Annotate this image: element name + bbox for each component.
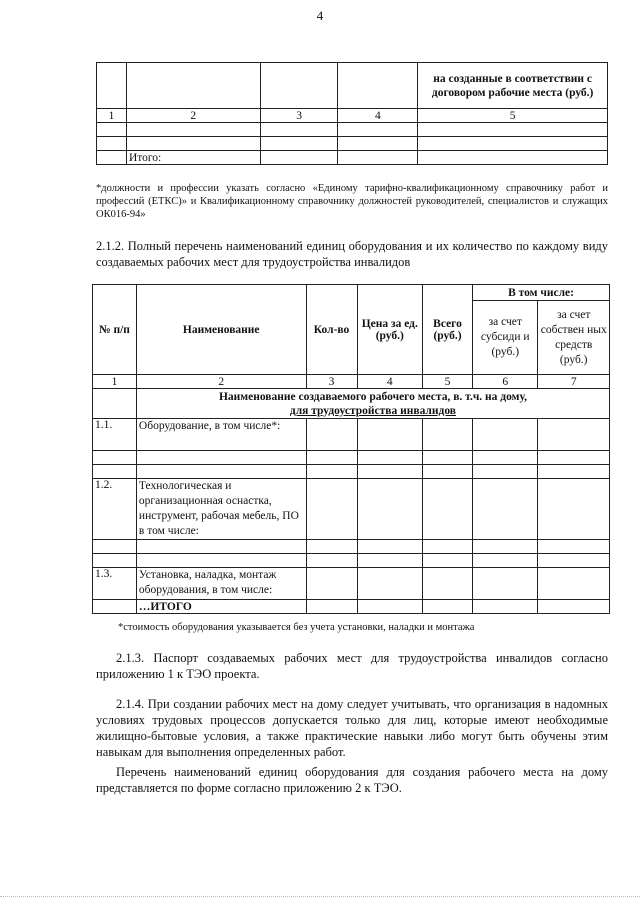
footnote-equipment-cost: *стоимость оборудования указывается без учета установки, наладки и монтажа bbox=[118, 622, 475, 633]
t1-header-col5: на созданные в соответствии с договором рабочие места (руб.) bbox=[418, 63, 608, 109]
t2-section-title-line1: Наименование создаваемого рабочего места, в. т.ч. на дому, bbox=[218, 390, 527, 403]
t2-section-title-line2: для трудоустройства инвалидов bbox=[289, 404, 456, 417]
t1-header-cell bbox=[338, 63, 418, 109]
t1-colnum: 5 bbox=[418, 109, 608, 123]
equipment-table bbox=[92, 284, 610, 614]
t2-itogo: …ИТОГО bbox=[136, 600, 306, 614]
t2-row-name: Установка, наладка, монтаж оборудования, в том числе: bbox=[136, 568, 306, 600]
t2-h-price: Цена за ед. (руб.) bbox=[357, 285, 422, 375]
t2-colnum: 6 bbox=[473, 375, 538, 389]
t2-h-total: Всего (руб.) bbox=[422, 285, 472, 375]
t2-colnum: 3 bbox=[306, 375, 357, 389]
footnote-professions: *должности и профессии указать согласно «Единому тарифно-квалификационному справочнику работ и профессий (ЕТКС)» и Квалификационному справочнику должностей руководителей, специалистов и служащих ОК016-94» bbox=[96, 183, 608, 220]
t2-colnum: 4 bbox=[357, 375, 422, 389]
t2-row-num: 1.3. bbox=[93, 568, 137, 600]
t2-row-name: Технологическая и организационная оснастка, инструмент, рабочая мебель, ПО в том числе: bbox=[136, 479, 306, 540]
t1-itogo: Итого: bbox=[126, 151, 260, 165]
page-number: 4 bbox=[316, 8, 324, 23]
t2-colnum: 7 bbox=[538, 375, 610, 389]
t2-row-num: 1.1. bbox=[93, 419, 137, 451]
t2-h-own: за счет собствен ных средств (руб.) bbox=[538, 301, 610, 375]
t2-h-subsidy: за счет субсиди и (руб.) bbox=[473, 301, 538, 375]
t1-header-cell bbox=[126, 63, 260, 109]
t1-header-cell bbox=[260, 63, 338, 109]
page-footer-divider bbox=[0, 896, 640, 897]
t2-h-qty: Кол-во bbox=[306, 285, 357, 375]
section-2-1-4: 2.1.4. При создании рабочих мест на дому следует учитывать, что организация в надомных условиях трудовых процессов допускается только для лиц, которые имеют необходимые жилищно-бытовые условия, а также практические навыки либо могут быть обучены этим навыкам для выполнения определенных работ. bbox=[96, 697, 608, 759]
t2-colnum: 2 bbox=[136, 375, 306, 389]
t1-colnum: 2 bbox=[126, 109, 260, 123]
t1-colnum: 3 bbox=[260, 109, 338, 123]
t2-colnum: 1 bbox=[93, 375, 137, 389]
t2-row-num: 1.2. bbox=[93, 479, 137, 540]
t2-h-name: Наименование bbox=[136, 285, 306, 375]
t1-colnum: 1 bbox=[97, 109, 127, 123]
section-2-1-3: 2.1.3. Паспорт создаваемых рабочих мест для трудоустройства инвалидов согласно приложению 1 к ТЭО проекта. bbox=[96, 651, 608, 681]
workplaces-table bbox=[96, 62, 608, 165]
t1-colnum: 4 bbox=[338, 109, 418, 123]
section-2-1-4-list: Перечень наименований единиц оборудования для создания рабочего места на дому представляется по форме согласно приложению 2 к ТЭО. bbox=[96, 765, 608, 795]
t2-h-num: № п/п bbox=[93, 285, 137, 375]
t2-colnum: 5 bbox=[422, 375, 472, 389]
section-2-1-2: 2.1.2. Полный перечень наименований единиц оборудования и их количество по каждому виду создаваемых рабочих мест для трудоустройства инвалидов bbox=[96, 239, 608, 269]
t1-header-cell bbox=[97, 63, 127, 109]
t2-h-incl: В том числе: bbox=[473, 285, 610, 301]
t2-section-title bbox=[136, 389, 609, 419]
t2-row-name: Оборудование, в том числе*: bbox=[136, 419, 306, 451]
